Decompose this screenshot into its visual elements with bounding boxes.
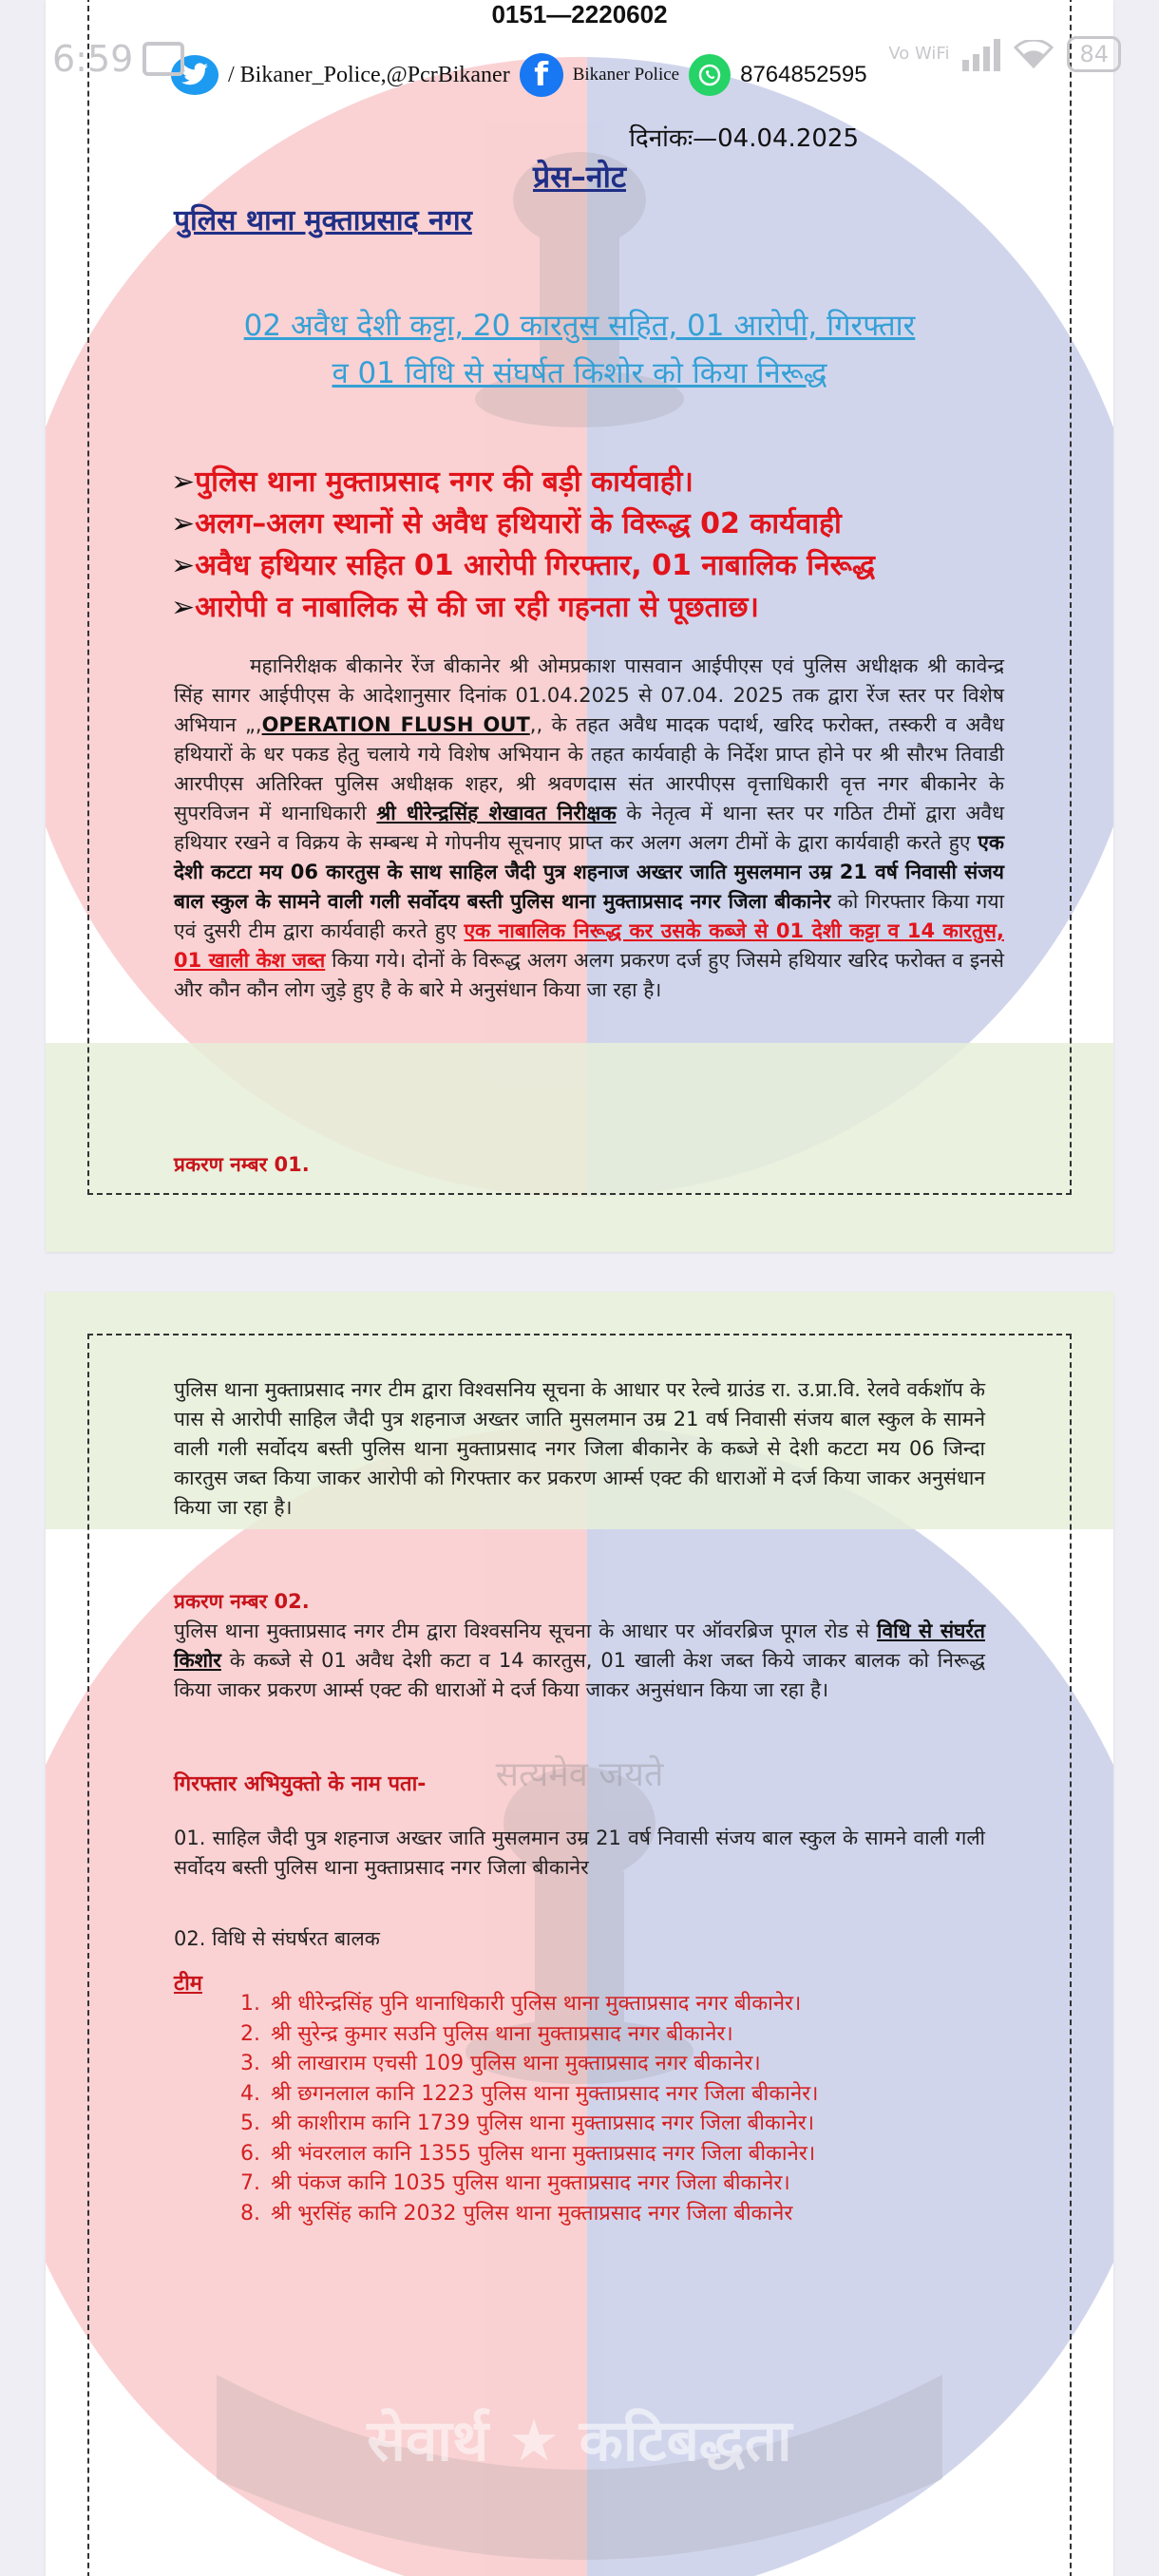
emblem-satyamev: सत्यमेव जयते [495,1755,664,1794]
team-member: 1. श्री धीरेन्द्रसिंह पुनि थानाधिकारी पुलिस थाना मुक्ताप्रसाद नगर बीकानेर। [240,1992,802,2016]
case-1-text: पुलिस थाना मुक्ताप्रसाद नगर टीम द्वारा विश्वसनिय सूचना के आधार पर रेल्वे ग्राउंड रा. उ.प्रा.वि. रेलवे वर्कशॉप के पास से आरोपी साहिल जैदी पुत्र शहनाज अख्तर जाति मुसलमान उम्र 21 वर्ष निवासी संजय बाल स्कुल के सामने वाली गली सर्वोदय बस्ती पुलिस थाना मुक्ताप्रसाद नगर जिला बीकानेर के कब्जे से देशी कटटा मय 06 जिन्दा कारतुस जब्त किया जाकर आरोपी को गिरफ्तार कर प्रकरण आर्म्स एक्ट की धाराओं मे दर्ज किया जाकर अनुसंधान किया जा रहा है। [174,1378,985,1519]
station-name: पुलिस थाना मुक्ताप्रसाद नगर [174,204,472,237]
bullet-item: ➢ अलग–अलग स्थानों से अवैध हथियारों के विरूद्ध 02 कार्यवाही [171,503,875,545]
operation-name: OPERATION FLUSH OUT [261,713,530,736]
team-member: 4. श्री छगनलाल कानि 1223 पुलिस थाना मुक्ताप्रसाद नगर जिला बीकानेर। [240,2081,819,2106]
juvenile-seizure: एक नाबालिक निरूद्ध कर उसके कब्जे से 01 देशी कट्टा व 14 कारतुस, 01 खाली केश जब्त [174,919,1004,972]
body-paragraph [174,652,1004,1005]
team-member: 7. श्री पंकज कानि 1035 पुलिस थाना मुक्ताप्रसाद नगर जिला बीकानेर। [240,2171,790,2195]
team-member: 8. श्री भुरसिंह कानि 2032 पुलिस थाना मुक्ताप्रसाद नगर जिला बीकानेर [240,2201,793,2226]
accused-details: एक देशी कटटा मय 06 कारतुस के साथ साहिल जैदी पुत्र शहनाज अख्तर जाति मुसलमान उम्र 21 वर्ष निवासी संजय बाल स्कुल के सामने वाली गली सर्वोदय बस्ती पुलिस थाना मुक्ताप्रसाद नगर जिला बीकानेर [174,831,1004,913]
highlight-bullets [171,462,875,629]
body-part: महानिरीक्षक बीकानेर रेंज बीकानेर श्री ओमप्रकाश पासवान आईपीएस एवं पुलिस अधीक्षक श्री कावेन्द्र सिंह सागर आईपीएस के आदेशानुसार दिनांक 01.04.2025 से 07.04. 2025 तक द्वारा रेंज स्तर पर विशेष अभियान „, [174,654,1004,736]
notification-icon [142,42,184,76]
case-2-part: के कब्जे से 01 अवैध देशी कटा व 14 कारतुस, 01 खाली केश जब्त किये जाकर बालक को निरूद्ध किया जाकर प्रकरण आर्म्स एक्ट की धाराओं मे दर्ज किया जाकर अनुसंधान किया जा रहा है। [174,1649,985,1701]
body-part: ,, के तहत अवैध मादक पदार्थ, खरिद फरोक्त, तस्करी व अवैध हथियारों के धर पकड हेतु चलाये गये विशेष अभियान के तहत कार्यवाही के निर्देश प्राप्त होने पर श्री सौरभ तिवाडी आरपीएस अतिरिक्त पुलिस अधीक्षक शहर, श्री श्रवणदास संत आरपीएस वृत्ताधिकारी वृत्त नगर बीकानेर के सुपरविजन में थानाधिकारी [174,713,1005,824]
bullet-item: ➢ अवैध हथियार सहित 01 आरोपी गिरफ्तार, 01 नाबालिक निरूद्ध [171,545,875,587]
phone-number: 0151—2220602 [491,0,668,28]
body-part: किया गये। दोनों के विरूद्ध अलग अलग प्रकरण दर्ज हुए जिसमे हथियार खरिद फरोक्त व इनसे और कौन कौन लोग जुड़े हुए है के बारे मे अनुसंधान किया जा रहा है। [174,949,1004,1001]
document-page-1 [46,0,1113,1252]
team-member: 2. श्री सुरेन्द्र कुमार सउनि पुलिस थाना मुक्ताप्रसाद नगर बीकानेर। [240,2021,733,2046]
headline-line-2: व 01 विधि से संघर्षत किशोर को किया निरूद्ध [332,356,827,390]
juvenile-label: विधि से संघर्रत किशोर [174,1619,985,1672]
accused-1: 01. साहिल जैदी पुत्र शहनाज अख्तर जाति मुसलमान उम्र 21 वर्ष निवासी संजय बाल स्कुल के सामने वाली गली सर्वोदय बस्ती पुलिस थाना मुक्ताप्रसाद नगर जिला बीकानेर [174,1827,985,1879]
emblem-motto: सेवार्थ ★ कटिबद्धता [367,2408,792,2474]
bullet-item: ➢ पुलिस थाना मुक्ताप्रसाद नगर की बड़ी कार्यवाही। [171,462,875,503]
status-bar [0,0,1159,104]
date-line: दिनांकः—04.04.2025 [629,124,859,153]
team-member: 5. श्री काशीराम कानि 1739 पुलिस थाना मुक्ताप्रसाद नगर जिला बीकानेर। [240,2112,815,2135]
press-note-title: प्रेस–नोट [532,159,627,195]
signal-icon [962,37,1000,71]
bullet-item: ➢ आरोपी व नाबालिक से की जा रही गहनता से पूछताछ। [171,587,875,629]
body-part: के नेतृत्व में थाना स्तर पर गठित टीमों द्वारा अवैध हथियार रखने व विक्रय के सम्बन्ध मे गोपनीय सूचनाए प्राप्त कर अलग अलग टीमों के द्वारा कार्यवाही करते हुए [174,802,1004,854]
case-2-part: पुलिस थाना मुक्ताप्रसाद नगर टीम द्वारा विश्वसनिय सूचना के आधार पर ऑवरब्रिज पूगल रोड से [174,1619,870,1642]
team-member: 6. श्री भंवरलाल कानि 1355 पुलिस थाना मुक्ताप्रसाद नगर जिला बीकानेर। [240,2141,816,2166]
status-time: 6:59 [52,38,134,80]
case-2-heading: प्रकरण नम्बर 02. [174,1590,310,1613]
twitter-handle[interactable]: / Bikaner_Police,@PcrBikaner [228,62,510,87]
body-part: को गिरफ्तार किया गया एवं दुसरी टीम द्वारा कार्यवाही करते हुए [174,890,1004,942]
headline [141,302,1018,397]
accused-2: 02. विधि से संघर्षरत बालक [174,1927,380,1950]
case-1-heading: प्रकरण नम्बर 01. [174,1153,310,1176]
wifi-icon [1014,40,1054,68]
facebook-icon[interactable]: f [520,53,563,97]
headline-line-1: 02 अवैध देशी कट्टा, 20 कारतुस सहित, 01 आरोपी, गिरफ्तार [243,309,916,343]
case-2-text [174,1617,985,1705]
battery-icon: 84 [1067,36,1121,72]
whatsapp-number[interactable]: 8764852595 [740,62,867,87]
vowifi-indicator: Vo WiFi [888,44,950,64]
accused-heading: गिरफ्तार अभियुक्तो के नाम पता- [174,1772,427,1796]
sho-name: श्री धीरेन्द्रसिंह शेखावत निरीक्षक [376,802,617,824]
status-right [888,36,1121,72]
team-list [240,1989,818,2228]
team-heading: टीम [174,1972,202,1996]
facebook-name[interactable]: Bikaner Police [572,65,680,85]
team-member: 3. श्री लाखाराम एचसी 109 पुलिस थाना मुक्ताप्रसाद नगर बीकानेर। [240,2052,761,2075]
